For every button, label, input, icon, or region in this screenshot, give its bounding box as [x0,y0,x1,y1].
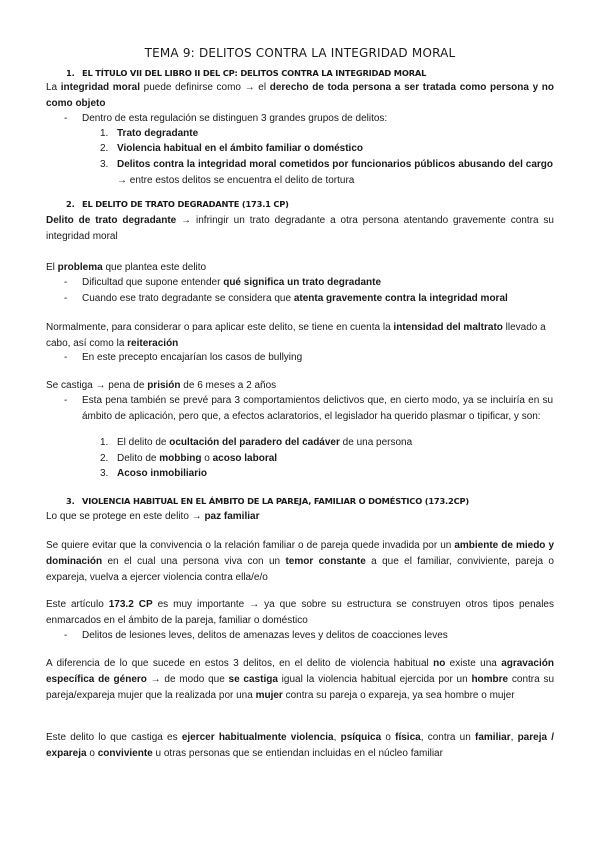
list-item: Acoso inmobiliario [117,468,208,479]
bullet-dash: - [64,277,68,288]
s2-bullet-bullying: En este precepto encajarían los casos de bullying [82,352,303,363]
s3-paragraph-article: Este artículo 173.2 CP es muy importante → ya que sobre su estructura se construyen otros tipos penales enmarcados en el ámbito de la pareja, familiar o doméstico [46,599,554,626]
list-item: Delito de mobbing o acoso laboral [117,453,278,464]
bullet-dash: - [64,352,68,363]
s2-bullet-2: Cuando ese trato degradante se considera que atenta gravemente contra la integridad moral [82,293,508,304]
list-number: 3. [100,159,109,170]
list-item: Trato degradante [117,128,199,139]
s2-paragraph-definition: Delito de trato degradante → infringir un trato degradante a otra persona atentando gravemente contra su integridad moral [46,215,554,242]
list-number: 2. [100,143,109,154]
list-item: Delitos contra la integridad moral cometidos por funcionarios públicos abusando del cargo → entre estos delitos se encuentra el delito de tortura [117,159,553,186]
s3-paragraph-protected: Lo que se protege en este delito → paz familiar [46,511,260,522]
list-number: 2. [100,453,109,464]
list-item: El delito de ocultación del paradero del cadáver de una persona [117,437,413,448]
s3-paragraph-punishes: Este delito lo que castiga es ejercer habitualmente violencia, psíquica o física, contra un familiar, pareja / expareja o conviviente u otras personas que se entiendan incluidas en el núcleo familiar [46,732,555,759]
s3-paragraph-gender: A diferencia de lo que sucede en estos 3 delitos, en el delito de violencia habitual no existe una agravación específica de género → de modo que se castiga igual la violencia habitual ejercida por un hombre contra su pareja/expareja mujer que la realizada por una mujer contra su pareja o expareja, ya sea hombre o mujer [46,658,555,701]
list-number: 1. [100,437,109,448]
s1-bullet-groups: Dentro de esta regulación se distinguen 3 grandes grupos de delitos: [82,113,388,124]
s2-bullet-1: Dificultad que supone entender qué significa un trato degradante [82,277,382,288]
list-number: 3. [100,468,109,479]
list-number: 1. [100,128,109,139]
s3-bullet-offences: Delitos de lesiones leves, delitos de amenazas leves y delitos de coacciones leves [82,630,448,641]
s1-paragraph-definition: La integridad moral puede definirse como → el derecho de toda persona a ser tratada como persona y no como objeto [46,82,555,109]
bullet-dash: - [64,630,68,641]
s2-paragraph-criteria: Normalmente, para considerar o para aplicar este delito, se tiene en cuenta la intensidad del maltrato llevado a cabo, así como la reiteración [46,322,546,349]
bullet-dash: - [64,395,68,406]
s3-paragraph-objective: Se quiere evitar que la convivencia o la relación familiar o de pareja quede invadida por un ambiente de miedo y dominación en el cual una persona viva con un temor constante a que el familiar, conviviente, pareja o expareja, vuelva a ejercer violencia contra ella/e/o [46,540,555,583]
page-title: TEMA 9: DELITOS CONTRA LA INTEGRIDAD MORAL [144,46,456,60]
bullet-dash: - [64,293,68,304]
s2-paragraph-penalty: Se castiga → pena de prisión de 6 meses a 2 años [46,380,277,391]
s2-bullet-behaviours: Esta pena también se prevé para 3 comportamientos delictivos que, en cierto modo, ya se incluiría en su ámbito de aplicación, pero que, a efectos aclaratorios, el legislador ha querido plasmar o tipificar, y son: [82,395,553,422]
section-3-heading: 3. VIOLENCIA HABITUAL EN EL ÁMBITO DE LA PAREJA, FAMILIAR O DOMÉSTICO (173.2CP) [66,496,469,506]
section-1-heading: 1. EL TÍTULO VII DEL LIBRO II DEL CP: DELITOS CONTRA LA INTEGRIDAD MORAL [66,68,427,78]
s2-paragraph-problem: El problema que plantea este delito [46,262,207,273]
bullet-dash: - [64,113,68,124]
list-item: Violencia habitual en el ámbito familiar o doméstico [117,143,363,154]
section-2-heading: 2. EL DELITO DE TRATO DEGRADANTE (173.1 CP) [66,199,289,209]
